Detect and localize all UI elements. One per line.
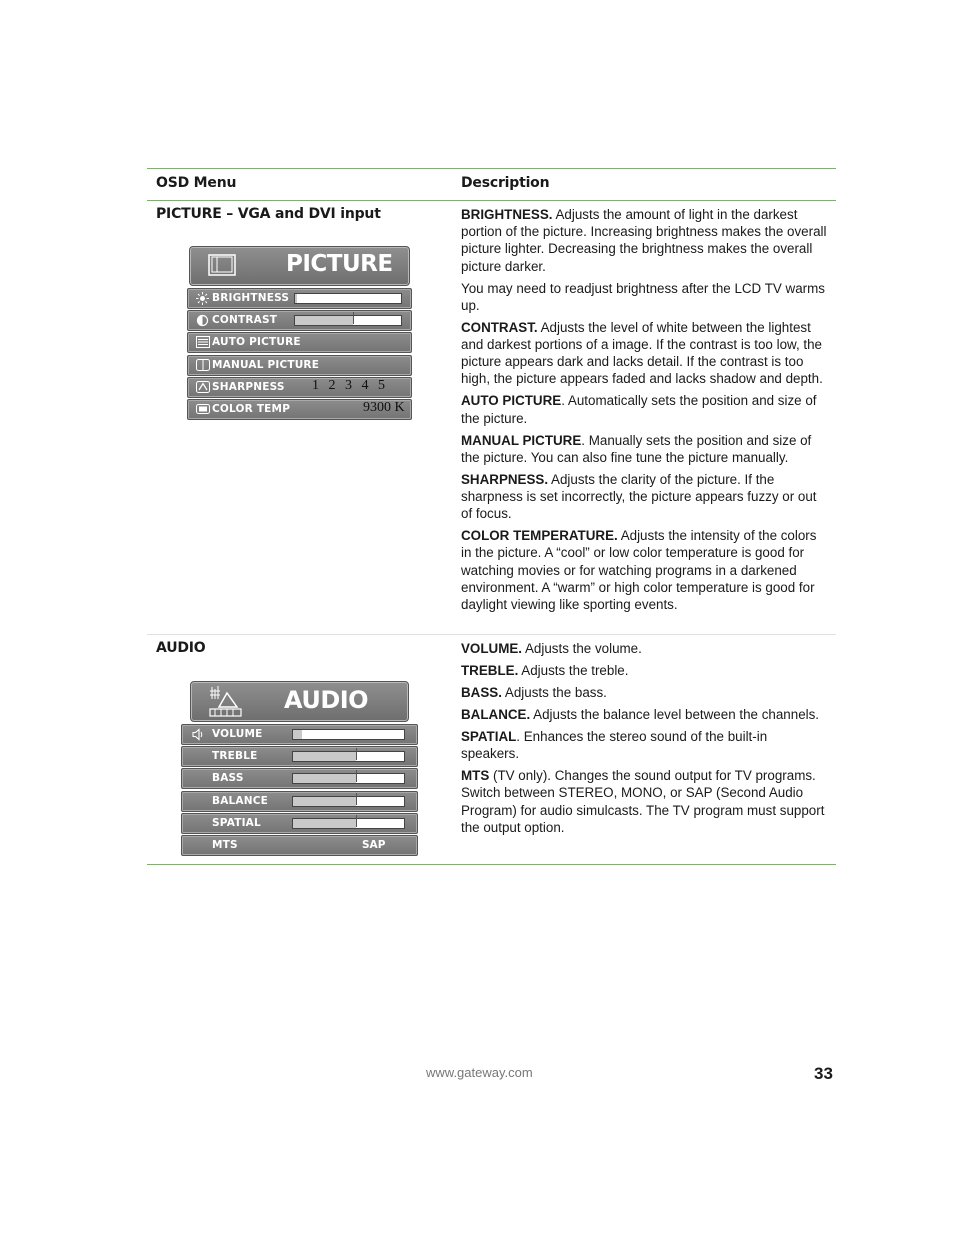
audio-row <box>147 635 836 864</box>
audio-desc-text: (TV only). Changes the sound output for TV programs. Switch between STEREO, MONO, or SAP (Second Audio Program) for audio simulcasts. The TV program must support the output option. <box>461 768 825 835</box>
osd-menu-table <box>147 168 836 865</box>
header-description: Description <box>461 175 550 191</box>
audio-menu-item-bass[interactable] <box>181 768 418 789</box>
audio-level-slider[interactable] <box>292 773 405 784</box>
audio-desc-paragraph <box>461 640 827 657</box>
audio-description <box>461 640 827 841</box>
audio-desc-term: MTS <box>461 768 490 784</box>
picture-osd-title: PICTURE <box>286 251 393 277</box>
color-temp-icon <box>196 403 209 415</box>
slider-marker <box>356 815 357 827</box>
audio-menu-item-treble[interactable] <box>181 746 418 767</box>
picture-desc-text: . Automatically sets the position and size of the picture. <box>461 393 817 426</box>
picture-level-slider[interactable] <box>294 293 402 304</box>
picture-menu-item-brightness[interactable] <box>187 288 412 309</box>
audio-menu-item-label: SPATIAL <box>212 816 261 829</box>
slider-fill <box>295 294 297 303</box>
picture-desc-paragraph <box>461 206 827 275</box>
picture-desc-text: Adjusts the clarity of the picture. If the sharpness is set incorrectly, the picture appears fuzzy or out of focus. <box>461 471 817 522</box>
audio-menu-item-volume[interactable] <box>181 724 418 745</box>
audio-desc-paragraph <box>461 767 827 836</box>
audio-desc-term: BALANCE. <box>461 707 531 722</box>
audio-osd-title: AUDIO <box>284 686 369 714</box>
header-osd-menu: OSD Menu <box>156 175 237 191</box>
picture-desc-text: . Manually sets the position and size of the picture. You can also fine tune the picture manually. <box>461 432 812 465</box>
picture-menu-item-label: AUTO PICTURE <box>212 336 301 349</box>
picture-menu-item-value: 1 2 3 4 5 <box>312 377 385 393</box>
manual-picture-icon <box>196 359 209 371</box>
slider-marker <box>353 312 354 324</box>
picture-row <box>147 201 836 634</box>
audio-menu-item-mts[interactable] <box>181 835 418 856</box>
audio-desc-term: VOLUME. <box>461 641 523 656</box>
tv-screen-icon <box>208 254 236 276</box>
audio-menu-item-label: BALANCE <box>212 794 269 807</box>
picture-desc-paragraph <box>461 280 827 314</box>
picture-desc-term: MANUAL PICTURE <box>461 432 582 448</box>
audio-desc-term: TREBLE. <box>461 663 519 678</box>
audio-menu-item-spatial[interactable] <box>181 813 418 834</box>
speaker-icon <box>191 728 204 740</box>
audio-desc-term: BASS. <box>461 685 502 700</box>
slider-marker <box>356 748 357 760</box>
sun-icon <box>196 292 209 304</box>
picture-description <box>461 206 827 618</box>
auto-picture-icon <box>196 336 209 348</box>
audio-desc-paragraph <box>461 684 827 701</box>
audio-desc-text: Adjusts the bass. <box>501 685 607 700</box>
slider-fill <box>295 316 353 325</box>
audio-level-slider[interactable] <box>292 751 405 762</box>
picture-menu-item-label: SHARPNESS <box>212 380 285 393</box>
picture-desc-term: CONTRAST. <box>461 319 538 335</box>
page-number: 33 <box>814 1064 833 1083</box>
picture-menu-item-sharpness[interactable] <box>187 377 412 398</box>
audio-desc-paragraph <box>461 728 827 762</box>
picture-menu-item-auto-picture[interactable] <box>187 332 412 353</box>
picture-desc-term: SHARPNESS. <box>461 471 549 487</box>
audio-desc-paragraph <box>461 706 827 723</box>
audio-osd-title-bar <box>190 681 409 722</box>
audio-desc-term: SPATIAL <box>461 729 517 744</box>
speaker-equalizer-icon <box>209 685 243 717</box>
picture-desc-paragraph <box>461 527 827 613</box>
picture-menu-item-label: MANUAL PICTURE <box>212 358 320 371</box>
slider-marker <box>356 793 357 805</box>
audio-menu-item-label: VOLUME <box>212 728 263 740</box>
audio-desc-text: Adjusts the balance level between the channels. <box>530 707 820 722</box>
footer-url: www.gateway.com <box>426 1065 533 1080</box>
picture-menu-item-label: CONTRAST <box>212 314 278 327</box>
picture-level-slider[interactable] <box>294 315 402 326</box>
picture-menu-item-manual-picture[interactable] <box>187 355 412 376</box>
picture-desc-text: You may need to readjust brightness after the LCD TV warms up. <box>461 280 825 313</box>
audio-menu-item-label: MTS <box>212 839 238 851</box>
picture-menu-item-color-temp[interactable] <box>187 399 412 420</box>
contrast-icon <box>196 314 209 326</box>
audio-menu-item-balance[interactable] <box>181 791 418 812</box>
picture-desc-text: Adjusts the amount of light in the darkest portion of the picture. Increasing brightness makes the overall picture lighter. Decreasing the brightness makes the overall picture darker. <box>461 207 827 274</box>
slider-marker <box>356 770 357 782</box>
table-header <box>147 169 836 200</box>
audio-level-slider[interactable] <box>292 729 405 740</box>
audio-desc-text: Adjusts the treble. <box>518 663 629 678</box>
picture-menu-item-contrast[interactable] <box>187 310 412 331</box>
table-bottom-rule <box>147 864 836 865</box>
picture-desc-term: AUTO PICTURE <box>461 393 562 409</box>
audio-menu-item-label: TREBLE <box>212 750 258 763</box>
picture-desc-paragraph <box>461 319 827 388</box>
slider-fill <box>293 752 356 761</box>
audio-menu-item-value: SAP <box>362 839 386 851</box>
picture-desc-term: COLOR TEMPERATURE. <box>461 528 618 544</box>
audio-row-title: AUDIO <box>156 640 206 656</box>
slider-fill <box>293 819 356 828</box>
picture-desc-paragraph <box>461 471 827 523</box>
audio-desc-paragraph <box>461 662 827 679</box>
picture-desc-paragraph <box>461 432 827 466</box>
audio-level-slider[interactable] <box>292 796 405 807</box>
slider-fill <box>293 730 302 739</box>
picture-osd-title-bar <box>189 246 410 286</box>
audio-level-slider[interactable] <box>292 818 405 829</box>
picture-menu-item-label: BRIGHTNESS <box>212 292 290 304</box>
audio-desc-text: Adjusts the volume. <box>522 641 642 656</box>
picture-desc-term: BRIGHTNESS. <box>461 207 553 222</box>
picture-menu-item-label: COLOR TEMP <box>212 403 291 415</box>
picture-menu-item-value: 9300 K <box>363 400 405 415</box>
slider-fill <box>293 774 356 783</box>
sharpness-icon <box>196 381 209 393</box>
picture-desc-text: Adjusts the intensity of the colors in the picture. A “cool” or low color temperature is good for watching movies or for watching programs in a darkened environment. A “warm” or high color temperature is good for daylight viewing like sporting events. <box>461 528 817 613</box>
picture-row-title: PICTURE – VGA and DVI input <box>156 206 381 222</box>
picture-desc-text: Adjusts the level of white between the lightest and darkest portions of a image. If the contrast is too low, the picture appears dark and lacks detail. If the contrast is too high, the picture appears faded and lacks shadow and depth. <box>461 319 823 387</box>
audio-desc-text: . Enhances the stereo sound of the built-in speakers. <box>461 729 768 762</box>
slider-fill <box>293 797 356 806</box>
picture-desc-paragraph <box>461 392 827 426</box>
audio-menu-item-label: BASS <box>212 772 244 785</box>
